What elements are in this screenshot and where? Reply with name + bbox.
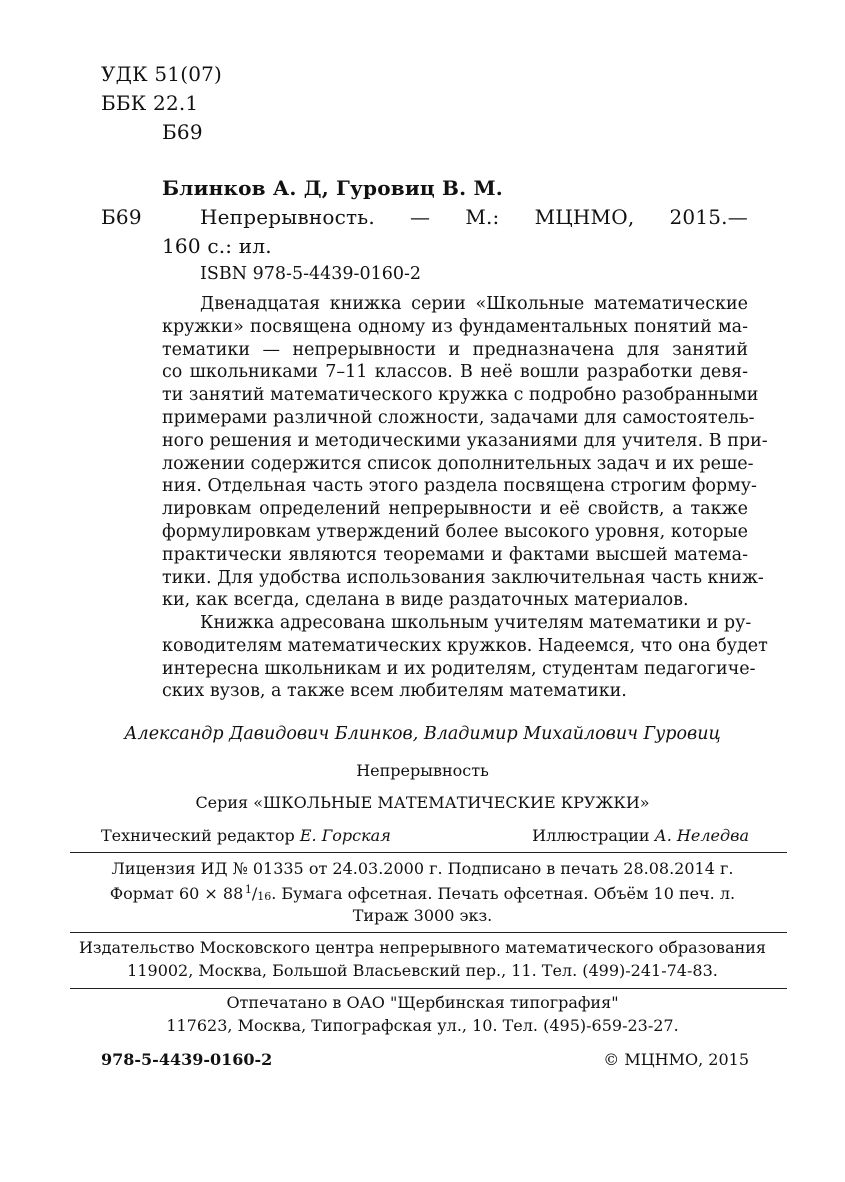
book-title: Непрерывность xyxy=(356,761,489,780)
entry-code: Б69 xyxy=(101,205,142,229)
isbn-bottom: 978-5-4439-0160-2 xyxy=(101,1050,273,1069)
tech-editor-label: Технический редактор xyxy=(101,826,295,845)
abstract-line: ти занятий математического кружка с подробно разобранными xyxy=(162,385,759,406)
author-mark: Б69 xyxy=(162,120,203,144)
abstract-paragraph-1 xyxy=(162,293,768,612)
format-suffix: . Бумага офсетная. Печать офсетная. Объём 10 печ. л. xyxy=(271,884,736,903)
entry-publisher: МЦНМО, xyxy=(534,205,635,229)
copyright: © МЦНМО, 2015 xyxy=(603,1050,749,1069)
illustrator-label: Иллюстрации xyxy=(532,826,650,845)
entry-title: Непрерывность. xyxy=(200,205,375,229)
entry-authors: Блинков А. Д, Гуровиц В. М. xyxy=(162,176,503,200)
publisher-address: 119002, Москва, Большой Власьевский пер., 11. Тел. (499)-241-74-83. xyxy=(127,961,718,980)
authors-full: Александр Давидович Блинков, Владимир Михайлович Гуровиц xyxy=(124,724,721,744)
publisher-name: Издательство Московского центра непрерывного математического образования xyxy=(78,938,767,957)
entry-pages: 160 с.: ил. xyxy=(162,234,272,258)
udk-code: УДК 51(07) xyxy=(101,62,223,86)
entry-title-line xyxy=(200,205,748,229)
format-info: Формат 60 × 88 $^1/_{16}$. Бумага офсетная. Печать офсетная. Объём 10 печ. л. xyxy=(109,883,736,903)
divider xyxy=(70,932,787,933)
abstract-line: практически являются теоремами и фактами высшей матема- xyxy=(162,544,748,565)
license-info: Лицензия ИД № 01335 от 24.03.2000 г. Подписано в печать 28.08.2014 г. xyxy=(111,859,734,878)
illustrator-name: А. Неледва xyxy=(654,826,749,845)
abstract-line: Книжка адресована школьным учителям математики и ру- xyxy=(200,613,752,633)
tech-editor xyxy=(101,826,391,845)
series-name: Серия «ШКОЛЬНЫЕ МАТЕМАТИЧЕСКИЕ КРУЖКИ» xyxy=(195,793,650,812)
entry-year: 2015.— xyxy=(669,205,748,229)
abstract-line: ских вузов, а также всем любителям математики. xyxy=(162,681,627,702)
entry-city: М.: xyxy=(465,205,500,229)
divider xyxy=(70,852,787,853)
abstract-line: кружки» посвящена одному из фундаментальных понятий ма- xyxy=(162,316,748,337)
abstract-line: ного решения и методическими указаниями для учителя. В при- xyxy=(162,430,768,451)
entry-dash: — xyxy=(410,205,431,229)
abstract-line: ководителям математических кружков. Надеемся, что она будет xyxy=(162,635,768,656)
entry-isbn: ISBN 978-5-4439-0160-2 xyxy=(200,264,422,284)
abstract-line: ложении содержится список дополнительных задач и их реше- xyxy=(162,453,754,474)
bbk-code: ББК 22.1 xyxy=(101,91,199,115)
printer-address: 117623, Москва, Типографская ул., 10. Тел. (495)-659-23-27. xyxy=(166,1016,679,1035)
abstract-line: ния. Отдельная часть этого раздела посвящена строгим форму- xyxy=(162,476,757,497)
abstract-line: со школьниками 7–11 классов. В неё вошли разработки девя- xyxy=(162,362,748,383)
abstract-line: интересна школьникам и их родителям, студентам педагогиче- xyxy=(162,658,756,679)
print-run: Тираж 3000 экз. xyxy=(352,906,493,925)
illustrator xyxy=(532,826,749,845)
abstract-line: ки, как всегда, сделана в виде раздаточных материалов. xyxy=(162,590,689,611)
printer-name: Отпечатано в ОАО "Щербинская типография" xyxy=(226,993,619,1012)
abstract-line: примерами различной сложности, задачами для самостоятель- xyxy=(162,407,755,428)
abstract-line: формулировкам утверждений более высокого уровня, которые xyxy=(162,521,748,542)
abstract-line: тики. Для удобства использования заключительная часть книж- xyxy=(162,567,764,588)
tech-editor-name: Е. Горская xyxy=(299,826,391,845)
format-prefix: Формат 60 × 88 xyxy=(109,884,244,903)
abstract-line: тематики — непрерывности и предназначена для занятий xyxy=(162,339,748,360)
abstract-line: Двенадцатая книжка серии «Школьные математические xyxy=(200,294,748,314)
divider xyxy=(70,988,787,989)
abstract-paragraph-2 xyxy=(162,612,768,703)
format-fraction-denominator: 16 xyxy=(257,890,272,903)
format-fraction-numerator: 1 xyxy=(244,883,252,896)
abstract-line: лировкам определений непрерывности и её свойств, а также xyxy=(162,499,748,520)
